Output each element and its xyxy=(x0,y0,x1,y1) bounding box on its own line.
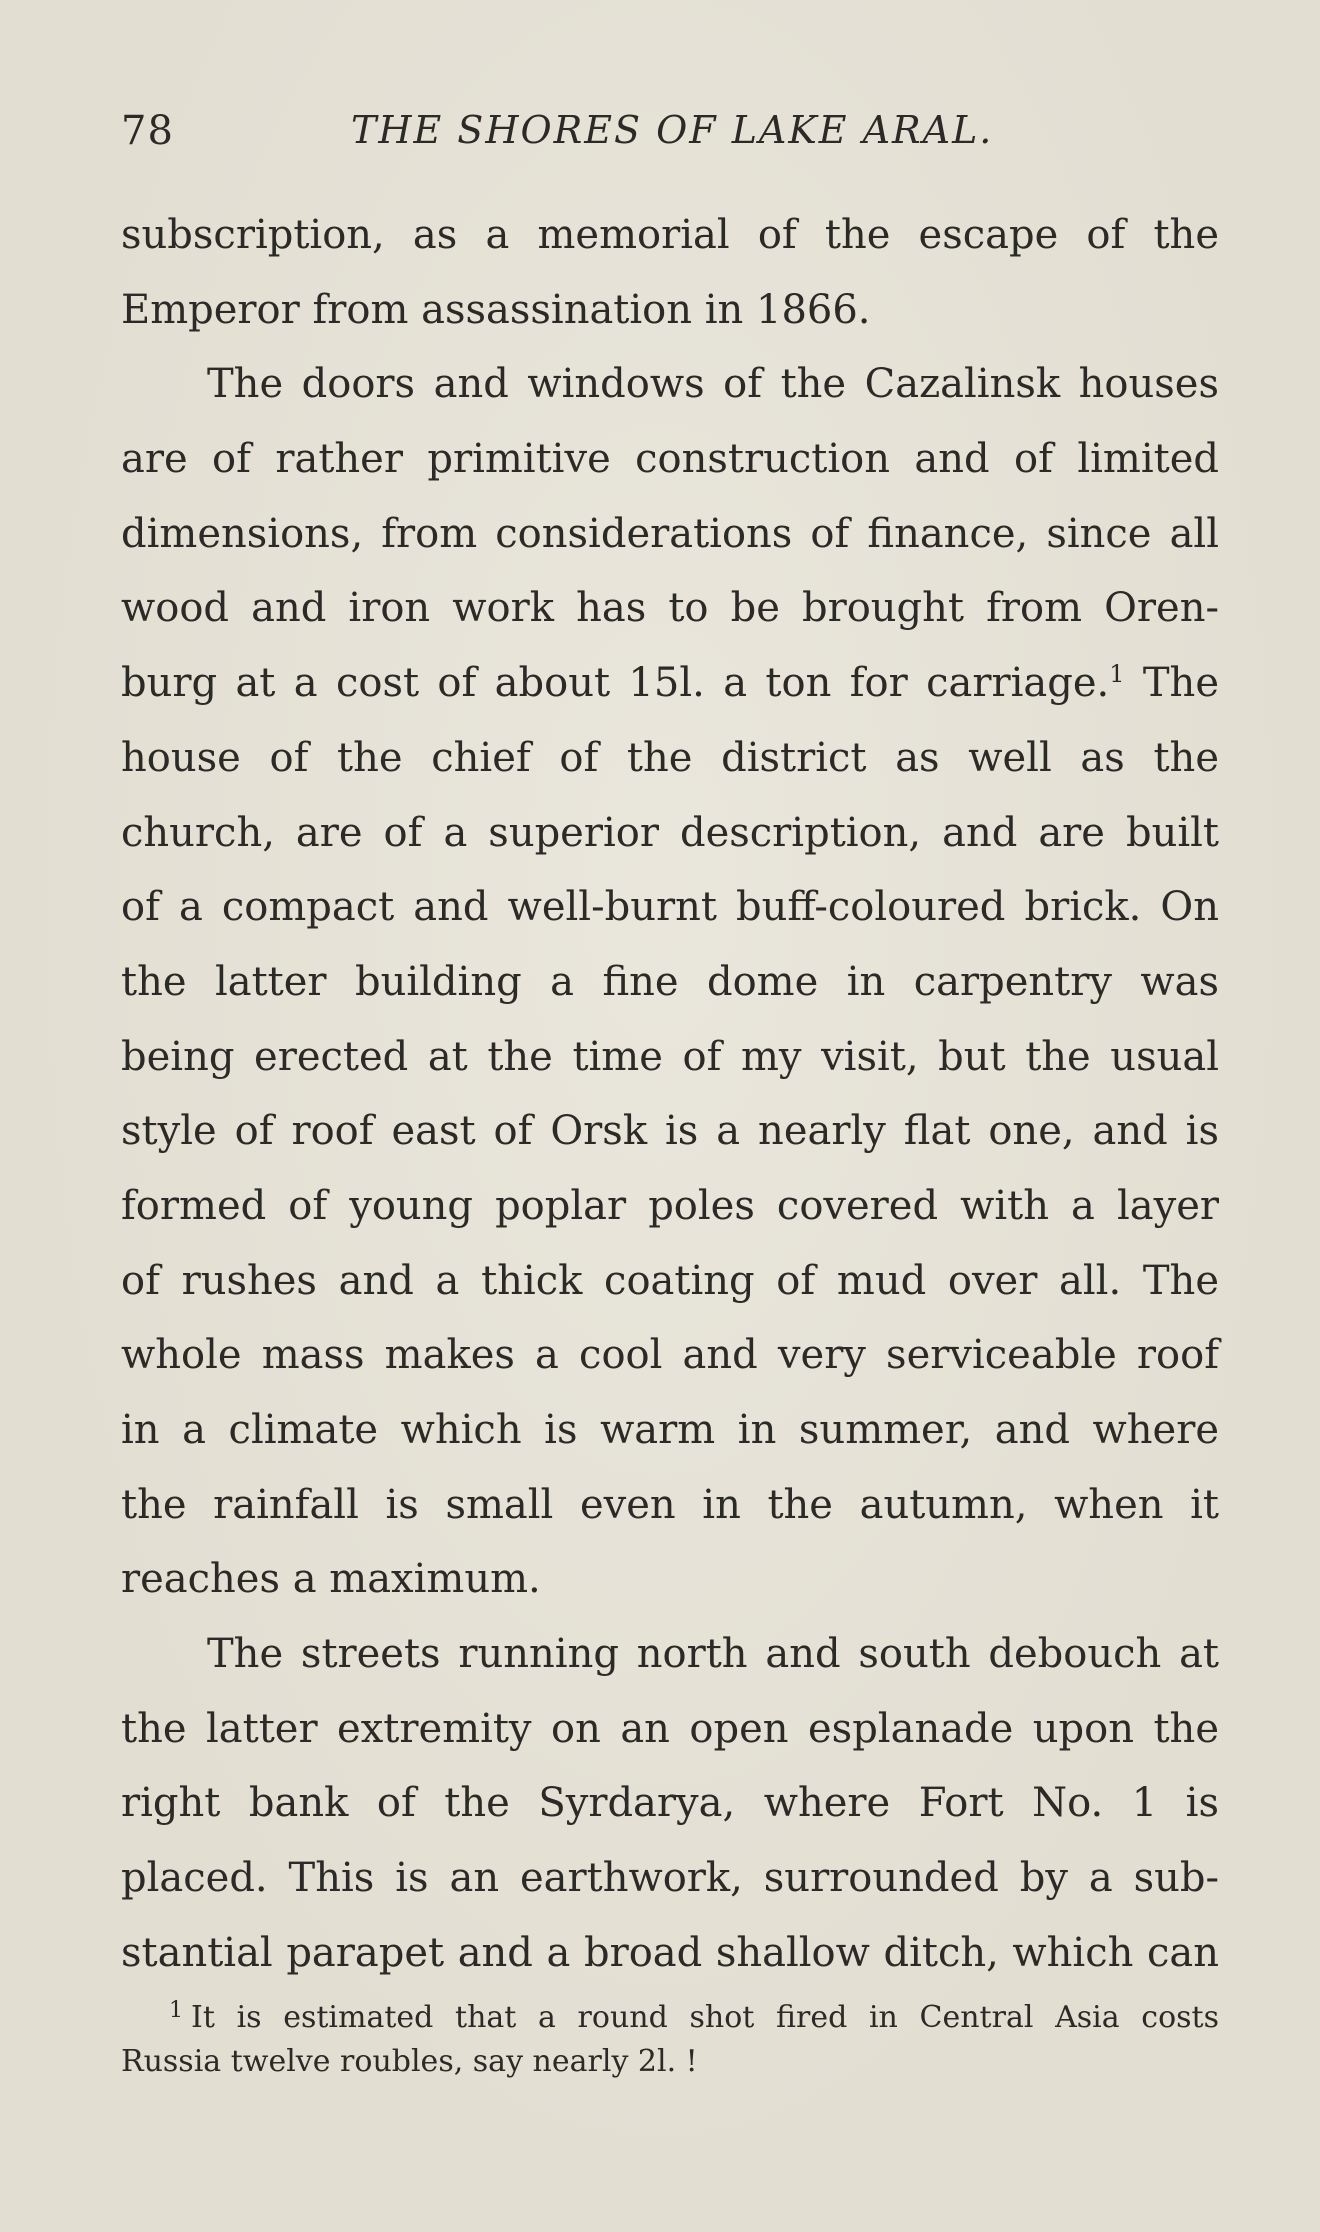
text-line: formed of young poplar poles covered with a layer xyxy=(121,1182,1219,1229)
page-number: 78 xyxy=(121,108,174,154)
text-line-with-footnote xyxy=(121,646,1219,721)
footnote xyxy=(121,1996,1219,2084)
text-line: of rushes and a thick coating of mud over all. The xyxy=(121,1257,1219,1304)
text-line: The doors and windows of the Cazalinsk houses xyxy=(207,361,1219,408)
text-line: in a climate which is warm in summer, and where xyxy=(121,1407,1219,1453)
body-text xyxy=(121,198,1219,1991)
text-line: Emperor from assassination in 1866. xyxy=(121,286,871,333)
text-line: the latter building a fine dome in carpentry was xyxy=(121,958,1219,1005)
text-line: the latter extremity on an open esplanade upon the xyxy=(121,1705,1219,1752)
text-line: are of rather primitive construction and of limited xyxy=(121,436,1219,483)
text-line: wood and iron work has to be brought from Oren- xyxy=(121,585,1219,632)
page-header xyxy=(121,108,1221,158)
footnote-marker: 1 xyxy=(169,1998,183,2023)
running-title: THE SHORES OF LAKE ARAL. xyxy=(351,108,994,152)
text-line: placed. This is an earthwork, surrounded by a sub- xyxy=(121,1855,1219,1902)
text-line: right bank of the Syrdarya, where Fort No. 1 is xyxy=(121,1780,1219,1827)
footnote-reference: 1 xyxy=(1109,660,1125,689)
footnote-line: Russia twelve roubles, say nearly 2l. ! xyxy=(121,2044,698,2079)
footnote-text: It is estimated that a round shot fired in Central Asia costs xyxy=(191,2000,1219,2035)
footnote-line xyxy=(121,1996,1219,2040)
text-line: of a compact and well-burnt buff-coloured brick. On xyxy=(121,884,1219,931)
text-line: being erected at the time of my visit, but the usual xyxy=(121,1033,1219,1080)
text-line: The streets running north and south debouch at xyxy=(207,1631,1219,1678)
text-fragment: burg at a cost of about 15l. a ton for carriage. xyxy=(121,660,1110,707)
text-line: the rainfall is small even in the autumn, when it xyxy=(121,1481,1219,1528)
text-line: whole mass makes a cool and very serviceable roof xyxy=(121,1332,1219,1379)
text-line: dimensions, from considerations of finance, since all xyxy=(121,510,1219,557)
text-fragment: The xyxy=(1142,660,1219,707)
text-line: style of roof east of Orsk is a nearly flat one, and is xyxy=(121,1108,1219,1155)
text-line: stantial parapet and a broad shallow ditch, which can xyxy=(121,1929,1219,1976)
text-line: subscription, as a memorial of the escape of the xyxy=(121,212,1219,258)
text-line: house of the chief of the district as well as the xyxy=(121,734,1219,781)
text-line: church, are of a superior description, and are built xyxy=(121,809,1219,856)
text-line: reaches a maximum. xyxy=(121,1556,541,1603)
